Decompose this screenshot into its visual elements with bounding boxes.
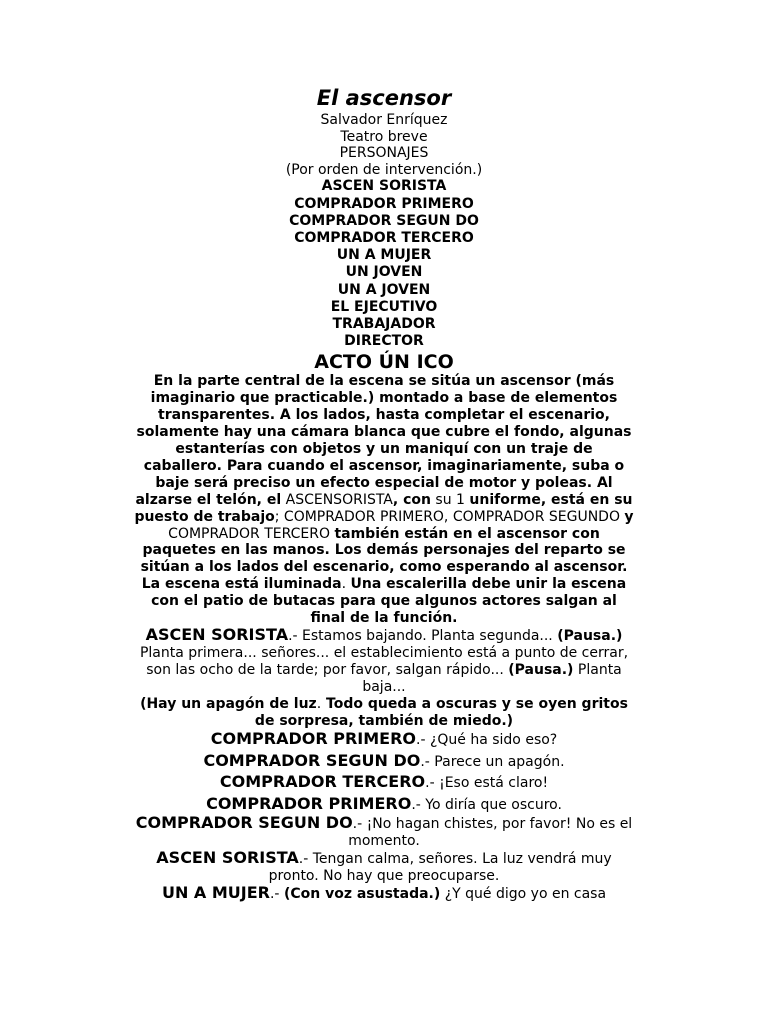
personajes-note: (Por orden de intervención.)	[285, 161, 483, 178]
role-name: COMPRADOR TERCERO	[168, 525, 330, 542]
character-item: DIRECTOR	[344, 333, 424, 350]
character-item: TRABAJADOR	[332, 316, 436, 332]
dialogue-text: .- Tengan calma, señores. La luz vendrá muy pronto. No hay que preocuparse.	[268, 850, 612, 884]
stage-direction: (Pausa.)	[557, 628, 623, 644]
stage-direction: Todo queda a oscuras y se oyen gritos de sorpresa, también de miedo.)	[254, 695, 628, 729]
dialogue-line	[134, 794, 634, 815]
stage-direction: (Con voz asustada.)	[283, 885, 441, 902]
intro-text: uniforme, está en su puesto de trabajo	[134, 491, 633, 525]
intro-text: también están en el ascensor con paquetes en las manos. Los demás personajes del reparto se sitúan a los lados del escenario, como esperando al ascensor.	[140, 525, 628, 576]
act-title: ACTO ÚN ICO	[314, 351, 454, 374]
speaker-name: COMPRADOR PRIMERO	[210, 729, 416, 749]
dialogue-line	[134, 627, 634, 696]
dialogue-text: ¿Y qué digo yo en casa	[444, 885, 607, 902]
dialogue-text: .- Estamos bajando. Planta segunda...	[288, 628, 553, 644]
speaker-name: ASCEN SORISTA	[156, 847, 299, 867]
character-item: COMPRADOR PRIMERO	[294, 195, 474, 212]
intro-text: su 1	[435, 491, 465, 508]
stage-direction: .	[316, 695, 322, 712]
personajes-heading: PERSONAJES	[339, 145, 429, 162]
author-name: Salvador Enríquez	[320, 112, 448, 128]
character-item: ASCEN SORISTA	[321, 178, 447, 195]
dialogue-line	[134, 815, 634, 850]
intro-text: Una escalerilla debe unir la escena con el patio de butacas para que algunos actores salgan al final de la función.	[151, 576, 627, 627]
dialogue-text: .- ¡Eso está claro!	[425, 775, 549, 792]
dialogue-text: Planta primera... señores... el establecimiento está a punto de cerrar, son las ocho de la tarde; por favor, salgan rápido...	[139, 644, 629, 678]
speaker-name: COMPRADOR TERCERO	[219, 772, 426, 792]
genre-label: Teatro breve	[340, 128, 428, 145]
dialogue-text: .-	[269, 885, 280, 902]
speaker-name: UN A MUJER	[161, 882, 270, 902]
stage-direction: (Pausa.)	[508, 661, 574, 678]
dialogue-text: Planta baja...	[362, 661, 622, 695]
speaker-name: COMPRADOR PRIMERO	[206, 793, 412, 813]
character-item: COMPRADOR TERCERO	[294, 229, 474, 246]
dialogue-line	[134, 847, 634, 885]
speaker-name: ASCEN SORISTA	[145, 625, 289, 644]
role-names: ; COMPRADOR PRIMERO, COMPRADOR SEGUNDO	[274, 508, 620, 525]
intro-text: , con	[392, 491, 431, 508]
dialogue-text: .- ¡No hagan chistes, por favor! No es el momento.	[348, 816, 633, 849]
dialogue-text: .- ¿Qué ha sido eso?	[416, 732, 558, 749]
intro-text: La escena está iluminada	[141, 576, 342, 593]
speaker-name: COMPRADOR SEGUN DO	[203, 750, 421, 770]
stage-direction-block	[134, 696, 634, 730]
dialogue-text: .- Parece un apagón.	[420, 753, 565, 770]
character-item: UN A MUJER	[336, 247, 432, 264]
dialogue-line	[134, 882, 634, 903]
character-item: UN JOVEN	[345, 264, 423, 281]
character-item: EL EJECUTIVO	[330, 298, 438, 315]
speaker-name: COMPRADOR SEGUN DO	[135, 813, 353, 833]
dialogue-line	[134, 772, 634, 793]
character-item: UN A JOVEN	[337, 281, 431, 298]
dialogue-line	[134, 751, 634, 772]
stage-direction-intro	[134, 373, 634, 627]
intro-text: y	[624, 508, 634, 525]
dialogue-line	[134, 729, 634, 750]
play-title: El ascensor	[316, 86, 452, 110]
stage-direction: (Hay un apagón de luz	[140, 695, 317, 712]
character-item: COMPRADOR SEGUN DO	[289, 212, 479, 229]
intro-text: .	[341, 576, 347, 593]
role-name: ASCENSORISTA	[285, 491, 393, 508]
document-page	[0, 84, 768, 903]
character-list	[0, 178, 768, 350]
intro-text: En la parte central de la escena se sitúa un ascensor (más imaginario que practicable.) montado a base de elementos transparentes. A los lados, hasta completar el escenario, solamente hay una cámara blanca que cubre el fondo, algunas estanterías con objetos y un maniquí con un traje de caballero. Para cuando el ascensor, imaginariamente, suba o baje será preciso un efecto especial de motor y poleas. Al alzarse el telón, el	[135, 373, 632, 508]
dialogue-text: .- Yo diría que oscuro.	[411, 796, 562, 813]
